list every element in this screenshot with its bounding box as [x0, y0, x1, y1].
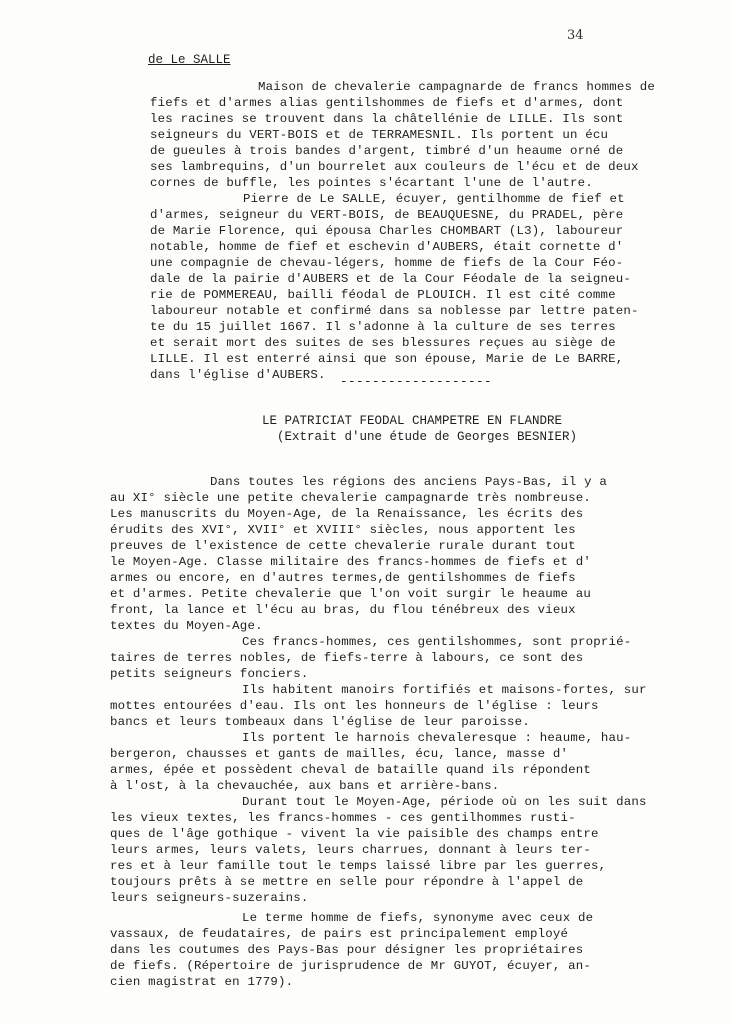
text-line: preuves de l'existence de cette chevalerie rurale durant tout — [110, 539, 576, 553]
text-line: vassaux, de feudataires, de pairs est principalement employé — [110, 927, 569, 941]
text-line: Durant tout le Moyen-Age, période où on les suit dans — [242, 795, 647, 809]
text-line: de gueules à trois bandes d'argent, timbré d'un heaume orné de — [150, 144, 624, 158]
text-line: toujours prêts à se mettre en selle pour répondre à l'appel de — [110, 875, 584, 889]
text-line: de Marie Florence, qui épousa Charles CHOMBART (L3), laboureur — [150, 224, 624, 238]
text-line: dans l'église d'AUBERS. — [150, 368, 326, 382]
text-line: res et à leur famille tout le temps laissé libre par les guerres, — [110, 859, 607, 873]
text-line: à l'ost, à la chevauchée, aux bans et arrière-bans. — [110, 779, 500, 793]
text-line: Ils portent le harnois chevaleresque : heaume, hau- — [242, 731, 632, 745]
text-line: ques de l'âge gothique - vivent la vie paisible des champs entre — [110, 827, 599, 841]
text-line: et serait mort des suites de ses blessures reçues au siège de — [150, 336, 616, 350]
text-line: le Moyen-Age. Classe militaire des francs-hommes de fiefs et d' — [110, 555, 592, 569]
page-heading: de Le SALLE — [148, 53, 231, 67]
text-line: une compagnie de chevau-légers, homme de fiefs de la Cour Féo- — [150, 256, 624, 270]
text-line: et d'armes. Petite chevalerie que l'on voit surgir le heaume au — [110, 587, 592, 601]
text-line: dans les coutumes des Pays-Bas pour désigner les propriétaires — [110, 943, 584, 957]
text-line: Ils habitent manoirs fortifiés et maisons-fortes, sur — [242, 683, 647, 697]
text-line: leurs armes, leurs valets, leurs charrues, donnant à leurs ter- — [110, 843, 592, 857]
separator-line: ------------------- — [340, 375, 493, 389]
text-line: Pierre de Le SALLE, écuyer, gentilhomme de fief et — [243, 192, 625, 206]
section-subtitle: (Extrait d'une étude de Georges BESNIER) — [277, 430, 578, 444]
text-line: cornes de buffle, les pointes s'écartant l'une de l'autre. — [150, 176, 593, 190]
text-line: armes, épée et possèdent cheval de bataille quand ils répondent — [110, 763, 592, 777]
text-line: au XI° siècle une petite chevalerie campagnarde très nombreuse. — [110, 491, 592, 505]
text-line: Ces francs-hommes, ces gentilshommes, sont proprié- — [242, 635, 632, 649]
text-line: laboureur notable et confirmé dans sa noblesse par lettre paten- — [150, 304, 639, 318]
text-line: Maison de chevalerie campagnarde de francs hommes de — [258, 80, 656, 94]
text-line: Le terme homme de fiefs, synonyme avec ceux de — [242, 911, 594, 925]
text-line: notable, homme de fief et eschevin d'AUBERS, était cornette d' — [150, 240, 624, 254]
text-line: fiefs et d'armes alias gentilshommes de fiefs et d'armes, dont — [150, 96, 624, 110]
text-line: ses lambrequins, d'un bourrelet aux couleurs de l'écu et de deux — [150, 160, 639, 174]
text-line: front, la lance et l'écu au bras, du flou ténébreux des vieux — [110, 603, 576, 617]
text-line: armes ou encore, en d'autres termes,de gentilshommes de fiefs — [110, 571, 576, 585]
section-title: LE PATRICIAT FEODAL CHAMPETRE EN FLANDRE — [262, 414, 563, 428]
text-line: d'armes, seigneur du VERT-BOIS, de BEAUQUESNE, du PRADEL, père — [150, 208, 624, 222]
text-line: les racines se trouvent dans la châtellénie de LILLE. Ils sont — [150, 112, 624, 126]
text-line: de fiefs. (Répertoire de jurisprudence de Mr GUYOT, écuyer, an- — [110, 959, 592, 973]
text-line: Les manuscrits du Moyen-Age, de la Renaissance, les écrits des — [110, 507, 584, 521]
text-line: bancs et leurs tombeaux dans l'église de leur paroisse. — [110, 715, 530, 729]
text-line: Dans toutes les régions des anciens Pays-Bas, il y a — [210, 475, 608, 489]
text-line: textes du Moyen-Age. — [110, 619, 263, 633]
text-line: mottes entourées d'eau. Ils ont les honneurs de l'église : leurs — [110, 699, 599, 713]
text-line: leurs seigneurs-suzerains. — [110, 891, 309, 905]
page-number: 34 — [567, 28, 584, 43]
text-line: cien magistrat en 1779). — [110, 975, 294, 989]
text-line: bergeron, chausses et gants de mailles, écu, lance, masse d' — [110, 747, 569, 761]
text-line: petits seigneurs fonciers. — [110, 667, 309, 681]
text-line: dale de la pairie d'AUBERS et de la Cour Féodale de la seigneu- — [150, 272, 632, 286]
text-line: te du 15 juillet 1667. Il s'adonne à la culture de ses terres — [150, 320, 616, 334]
text-line: LILLE. Il est enterré ainsi que son épouse, Marie de Le BARRE, — [150, 352, 624, 366]
text-line: seigneurs du VERT-BOIS et de TERRAMESNIL. Ils portent un écu — [150, 128, 609, 142]
text-line: les vieux textes, les francs-hommes - ces gentilhommes rusti- — [110, 811, 576, 825]
text-line: rie de POMMEREAU, bailli féodal de PLOUICH. Il est cité comme — [150, 288, 616, 302]
text-line: érudits des XVI°, XVII° et XVIII° siècles, nous apportent les — [110, 523, 576, 537]
text-line: taires de terres nobles, de fiefs-terre à labours, ce sont des — [110, 651, 584, 665]
